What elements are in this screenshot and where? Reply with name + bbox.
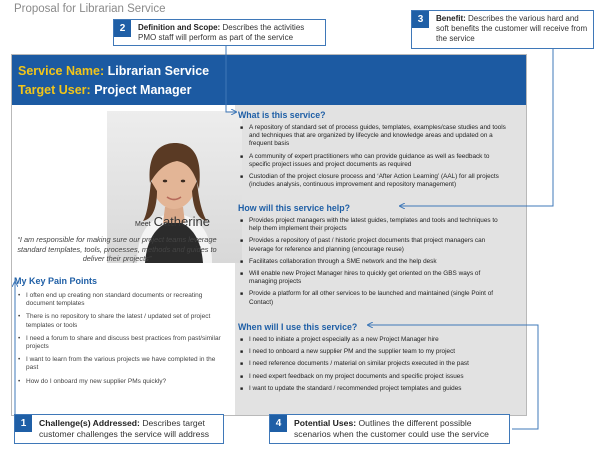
list-item: ■ Facilitates collaboration through a SME network and the help desk (240, 258, 510, 266)
callout-benefit (411, 10, 594, 49)
callout-title: Potential Uses: (294, 418, 357, 428)
list-item: ■ Provides project managers with the latest guides, templates and tools and techniques to help them implement their projects (240, 217, 510, 233)
callout-text: Describes the activities PMO staff will perform as part of the service (138, 23, 305, 42)
list-item: ■ I need reference documents / material on similar projects executed in the past (240, 360, 510, 368)
persona-quote: “I am responsible for making sure our project teams leverage standard templates, tools, processes, methods and guides to deliver their projects” (17, 235, 217, 263)
when-section-title: When will I use this service? (238, 322, 358, 332)
pain-points-title: My Key Pain Points (14, 276, 98, 286)
meet-prefix: Meet (135, 221, 151, 228)
persona-name-text: Catherine (153, 214, 210, 229)
list-item: ■ A repository of standard set of process guides, templates, examples/case studies and tools and techniques that are organized by lifecycle and knowledge areas and updated on a frequent basis (240, 124, 510, 149)
callout-text: Describes the various hard and soft benefits the customer will receive from the service (436, 14, 588, 43)
service-label: Service Name: (18, 64, 105, 78)
callout-number: 3 (412, 11, 429, 28)
list-item: ■ Will enable new Project Manager hires to quickly get oriented on the GBS ways of managing projects (240, 270, 510, 286)
help-section-title: How will this service help? (238, 203, 350, 213)
callout-title: Benefit: (436, 14, 466, 23)
list-item: • There is no repository to share the latest / updated set of project templates or tools (18, 313, 223, 329)
list-item: ■ I need to onboard a new supplier PM and the supplier team to my project (240, 348, 510, 356)
list-item: ■ I need to initiate a project especially as a new Project Manager hire (240, 336, 510, 344)
list-item: ■ Custodian of the project closure process and ‘After Action Learning’ (AAL) for all projects (includes analysis, continuous improvement and repository management) (240, 173, 510, 189)
list-item: • I need a forum to share and discuss best practices from past/similar projects (18, 335, 223, 351)
page-title: Proposal for Librarian Service (14, 3, 166, 15)
what-list (240, 124, 510, 193)
help-list (240, 217, 510, 311)
list-item: ■ I need expert feedback on my project documents and specific project issues (240, 373, 510, 381)
what-section-title: What is this service? (238, 110, 326, 120)
callout-text: Outlines the different possible scenarios when the customer could use the service (294, 418, 489, 439)
service-value: Librarian Service (107, 64, 210, 78)
callout-challenges (14, 414, 224, 444)
target-user-label: Target User: (18, 83, 91, 97)
list-item: • I often end up creating non standard documents or recreating document templates (18, 292, 223, 308)
callout-title: Definition and Scope: (138, 23, 221, 32)
callout-text: Describes target customer challenges the service will address (39, 418, 210, 439)
callout-number: 2 (114, 20, 131, 37)
when-list (240, 336, 510, 397)
target-user-value: Project Manager (94, 83, 192, 97)
target-user-line (18, 83, 191, 97)
callout-number: 4 (270, 415, 287, 432)
callout-definition-scope (113, 19, 326, 46)
service-name-line (18, 64, 209, 78)
service-banner (12, 55, 526, 105)
list-item: • How do I onboard my new supplier PMs quickly? (18, 378, 223, 386)
list-item: • I want to learn from the various projects we have completed in the past (18, 356, 223, 372)
callout-title: Challenge(s) Addressed: (39, 418, 140, 428)
callout-number: 1 (15, 415, 32, 432)
list-item: ■ Provides a repository of past / historic project documents that project managers can leverage for reference and planning (encourage reuse) (240, 237, 510, 253)
list-item: ■ Provide a platform for all other services to be launched and maintained (single Point of Contact) (240, 290, 510, 306)
persona-name (135, 214, 210, 229)
callout-potential-uses (269, 414, 510, 444)
list-item: ■ I want to update the standard / recommended project templates and guides (240, 385, 510, 393)
pain-points-list (18, 292, 223, 391)
list-item: ■ A community of expert practitioners who can provide guidance as well as feedback to specific project issues and project documents as required (240, 153, 510, 169)
